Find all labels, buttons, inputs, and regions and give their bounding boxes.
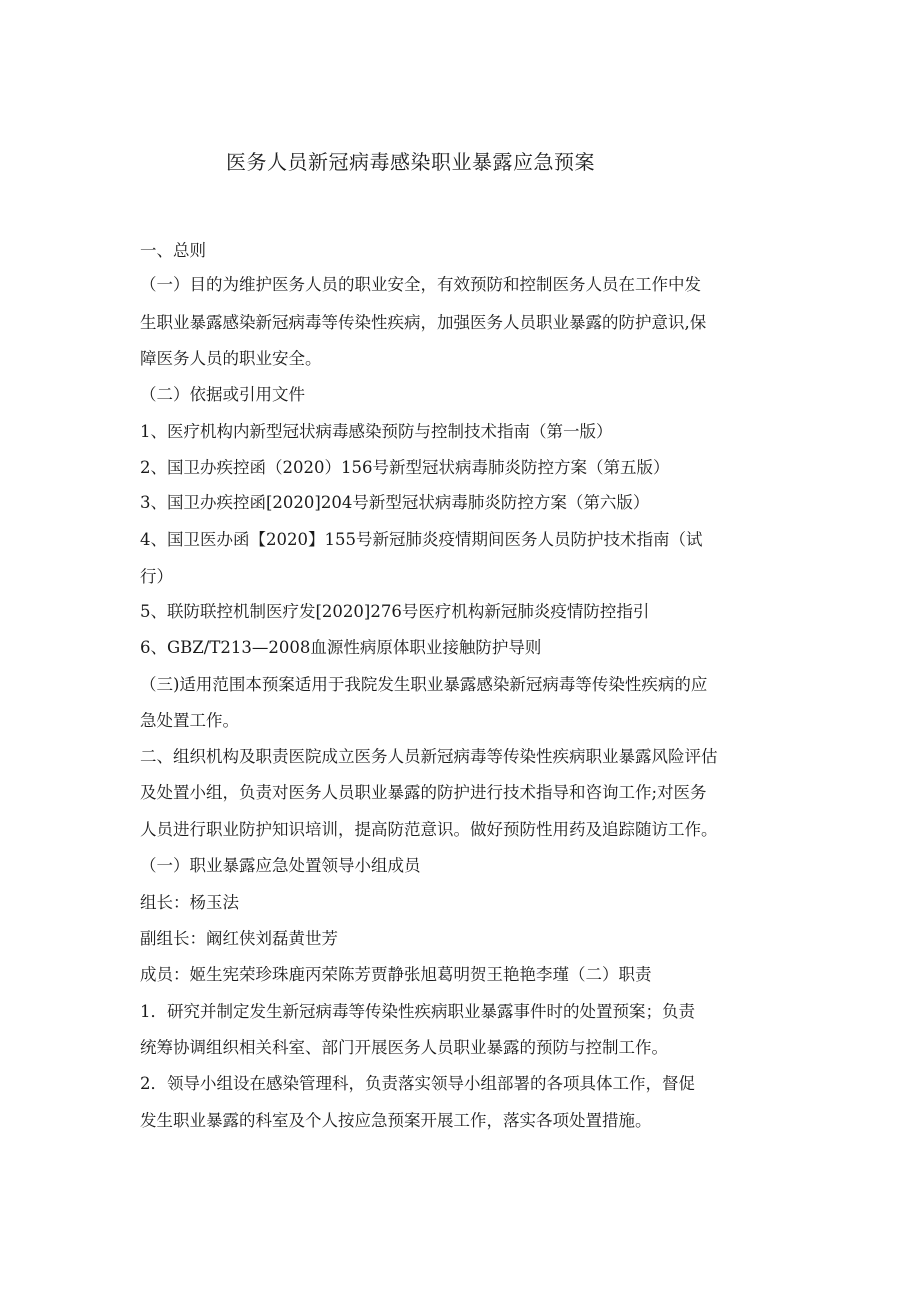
- reference-item: 6、GBZ/T213—2008血源性病原体职业接触防护导则: [140, 638, 542, 657]
- duty-item: 2．领导小组设在感染管理科，负责落实领导小组部署的各项具体工作，督促: [140, 1074, 695, 1093]
- team-leader: 组长：杨玉法: [140, 893, 239, 912]
- reference-item-continued: 行）: [140, 567, 173, 586]
- section-heading-general: 一、总则: [140, 241, 206, 260]
- team-members: 成员：姬生宪荣珍珠鹿丙荣陈芳贾静张旭葛明贺王艳艳李瑾（二）职责: [140, 965, 652, 984]
- duty-item-continued: 统筹协调组织相关科室、部门开展医务人员职业暴露的预防与控制工作。: [140, 1038, 668, 1057]
- paragraph-line: 生职业暴露感染新冠病毒等传染性疾病，加强医务人员职业暴露的防护意识,保: [140, 313, 707, 332]
- reference-item: 2、国卫办疾控函（2020）156号新型冠状病毒肺炎防控方案（第五版）: [140, 458, 670, 477]
- reference-item: 4、国卫医办函【2020】155号新冠肺炎疫情期间医务人员防护技术指南（试: [140, 530, 703, 549]
- subsection-heading-references: （二）依据或引用文件: [140, 385, 305, 404]
- paragraph-line: 急处置工作。: [140, 711, 239, 730]
- reference-item: 3、国卫办疾控函[2020]204号新型冠状病毒肺炎防控方案（第六版）: [140, 493, 650, 512]
- paragraph-line: 及处置小组，负责对医务人员职业暴露的防护进行技术指导和咨询工作;对医务: [140, 783, 707, 802]
- reference-item: 5、联防联控机制医疗发[2020]276号医疗机构新冠肺炎疫情防控指引: [140, 602, 650, 621]
- duty-item-continued: 发生职业暴露的科室及个人按应急预案开展工作，落实各项处置措施。: [140, 1111, 652, 1130]
- paragraph-line: 二、组织机构及职责医院成立医务人员新冠病毒等传染性疾病职业暴露风险评估: [140, 747, 718, 766]
- paragraph-line: （三)适用范围本预案适用于我院发生职业暴露感染新冠病毒等传染性疾病的应: [140, 675, 708, 694]
- subsection-heading-leadership: （一）职业暴露应急处置领导小组成员: [140, 856, 421, 875]
- reference-item: 1、医疗机构内新型冠状病毒感染预防与控制技术指南（第一版）: [140, 422, 613, 441]
- team-deputy-leaders: 副组长：阚红侠刘磊黄世芳: [140, 929, 338, 948]
- duty-item: 1．研究并制定发生新冠病毒等传染性疾病职业暴露事件时的处置预案；负责: [140, 1002, 695, 1021]
- paragraph-line: 人员进行职业防护知识培训，提高防范意识。做好预防性用药及追踪随访工作。: [140, 820, 718, 839]
- paragraph-line: （一）目的为维护医务人员的职业安全，有效预防和控制医务人员在工作中发: [140, 275, 701, 294]
- paragraph-line: 障医务人员的职业安全。: [140, 349, 322, 368]
- document-title: 医务人员新冠病毒感染职业暴露应急预案: [226, 150, 595, 174]
